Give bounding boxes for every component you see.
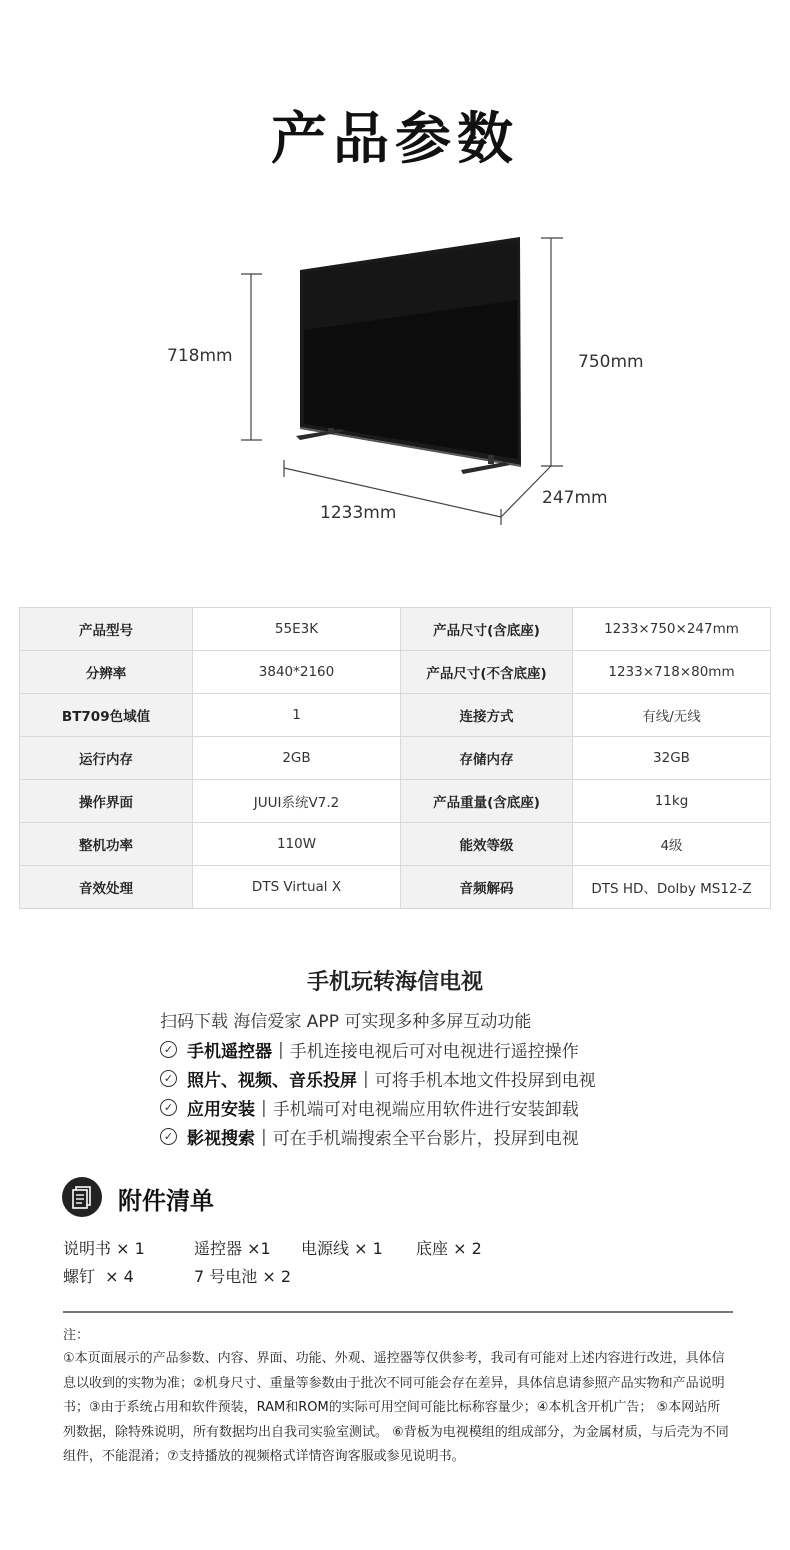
feature-desc: 手机端可对电视端应用软件进行安装卸载 bbox=[272, 1100, 579, 1120]
table-row bbox=[20, 823, 771, 866]
feature-name: 影视搜索 bbox=[187, 1129, 255, 1149]
spec-value: 110W bbox=[193, 823, 401, 866]
spec-value: 2GB bbox=[193, 737, 401, 780]
feature-item: ✓ 手机遥控器 | 手机连接电视后可对电视进行遥控操作 bbox=[160, 1037, 579, 1062]
spec-key: 产品重量(含底座) bbox=[401, 780, 573, 823]
accessories-title: 附件清单 bbox=[118, 1187, 214, 1215]
spec-key: 产品尺寸(含底座) bbox=[401, 608, 573, 651]
spec-value: 4级 bbox=[573, 823, 771, 866]
table-row bbox=[20, 608, 771, 651]
page-title: 产品参数 bbox=[271, 107, 519, 172]
spec-value: 55E3K bbox=[193, 608, 401, 651]
spec-value: 1 bbox=[193, 694, 401, 737]
feature-item: ✓ 照片、视频、音乐投屏 | 可将手机本地文件投屏到电视 bbox=[160, 1066, 596, 1091]
feature-name: 应用安装 bbox=[187, 1100, 255, 1120]
height-no-stand-label: 718mm bbox=[167, 346, 233, 366]
tv-dimension-figure bbox=[0, 220, 790, 540]
spec-table bbox=[19, 607, 771, 909]
height-with-stand-marker bbox=[541, 238, 563, 466]
spec-key: 分辨率 bbox=[20, 651, 193, 694]
feature-item: ✓ 影视搜索 | 可在手机端搜索全平台影片，投屏到电视 bbox=[160, 1124, 579, 1149]
width-label: 1233mm bbox=[320, 503, 397, 523]
table-row bbox=[20, 651, 771, 694]
spec-key: 存储内存 bbox=[401, 737, 573, 780]
note-text: ①本页面展示的产品参数、内容、界面、功能、外观、遥控器等仅供参考，我司有可能对上述内容进行改进，具体信息以收到的实物为准；②机身尺寸、重量等参数由于批次不同可能会存在差异，具体信息请参照产品实物和产品说明书；③由于系统占用和软件预装，RAM和ROM的实际可用空间可能比标称容量少；④本机含开机广告； ⑤本网站所列数据，除特殊说明，所有数据均出自我司实验室测试。 ⑥背板为电视模组的组成部分，为金属材质，与后壳为不同组件，不能混淆；⑦支持播放的视频格式详情咨询客服或参见说明书。 bbox=[63, 1351, 729, 1464]
table-row bbox=[20, 737, 771, 780]
app-intro-text: 扫码下载 海信爱家 APP 可实现多种多屏互动功能 bbox=[160, 1012, 532, 1032]
spec-key: 整机功率 bbox=[20, 823, 193, 866]
feature-desc: 可将手机本地文件投屏到电视 bbox=[374, 1071, 596, 1091]
spec-key: 音效处理 bbox=[20, 866, 193, 909]
spec-key: 操作界面 bbox=[20, 780, 193, 823]
tv-image bbox=[296, 237, 521, 474]
spec-value: 32GB bbox=[573, 737, 771, 780]
accessory-item: 说明书 × 1 bbox=[63, 1239, 145, 1258]
height-no-stand-marker bbox=[241, 274, 262, 440]
check-circle-icon: ✓ bbox=[160, 1041, 177, 1058]
spec-key: 产品尺寸(不含底座) bbox=[401, 651, 573, 694]
check-circle-icon: ✓ bbox=[160, 1128, 177, 1145]
accessory-item: 遥控器 ×1 bbox=[194, 1239, 271, 1258]
spec-key: 音频解码 bbox=[401, 866, 573, 909]
feature-desc: 可在手机端搜索全平台影片，投屏到电视 bbox=[272, 1129, 579, 1149]
spec-value: JUUI系统V7.2 bbox=[193, 780, 401, 823]
spec-value: 11kg bbox=[573, 780, 771, 823]
divider bbox=[63, 1311, 733, 1313]
table-row bbox=[20, 694, 771, 737]
spec-value: 3840*2160 bbox=[193, 651, 401, 694]
check-circle-icon: ✓ bbox=[160, 1070, 177, 1087]
accessory-item: 底座 × 2 bbox=[416, 1239, 482, 1258]
spec-key: 运行内存 bbox=[20, 737, 193, 780]
spec-value: 1233×718×80mm bbox=[573, 651, 771, 694]
spec-key: BT709色域值 bbox=[20, 694, 193, 737]
note-label: 注： bbox=[63, 1328, 90, 1343]
feature-item: ✓ 应用安装 | 手机端可对电视端应用软件进行安装卸载 bbox=[160, 1095, 579, 1120]
document-icon bbox=[62, 1177, 102, 1217]
accessory-item: 电源线 × 1 bbox=[301, 1239, 383, 1258]
table-row bbox=[20, 780, 771, 823]
accessory-item: 7 号电池 × 2 bbox=[194, 1267, 292, 1286]
app-section-title: 手机玩转海信电视 bbox=[306, 970, 483, 995]
feature-name: 手机遥控器 bbox=[187, 1042, 272, 1062]
feature-desc: 手机连接电视后可对电视进行遥控操作 bbox=[289, 1042, 579, 1062]
table-row bbox=[20, 866, 771, 909]
spec-key: 连接方式 bbox=[401, 694, 573, 737]
height-with-stand-label: 750mm bbox=[578, 352, 644, 372]
spec-key: 能效等级 bbox=[401, 823, 573, 866]
spec-value: 1233×750×247mm bbox=[573, 608, 771, 651]
check-circle-icon: ✓ bbox=[160, 1099, 177, 1116]
spec-value: DTS HD、Dolby MS12-Z bbox=[573, 866, 771, 909]
spec-key: 产品型号 bbox=[20, 608, 193, 651]
accessory-item: 螺钉 × 4 bbox=[63, 1267, 134, 1286]
depth-label: 247mm bbox=[542, 488, 608, 508]
spec-value: 有线/无线 bbox=[573, 694, 771, 737]
feature-name: 照片、视频、音乐投屏 bbox=[187, 1071, 357, 1091]
spec-value: DTS Virtual X bbox=[193, 866, 401, 909]
